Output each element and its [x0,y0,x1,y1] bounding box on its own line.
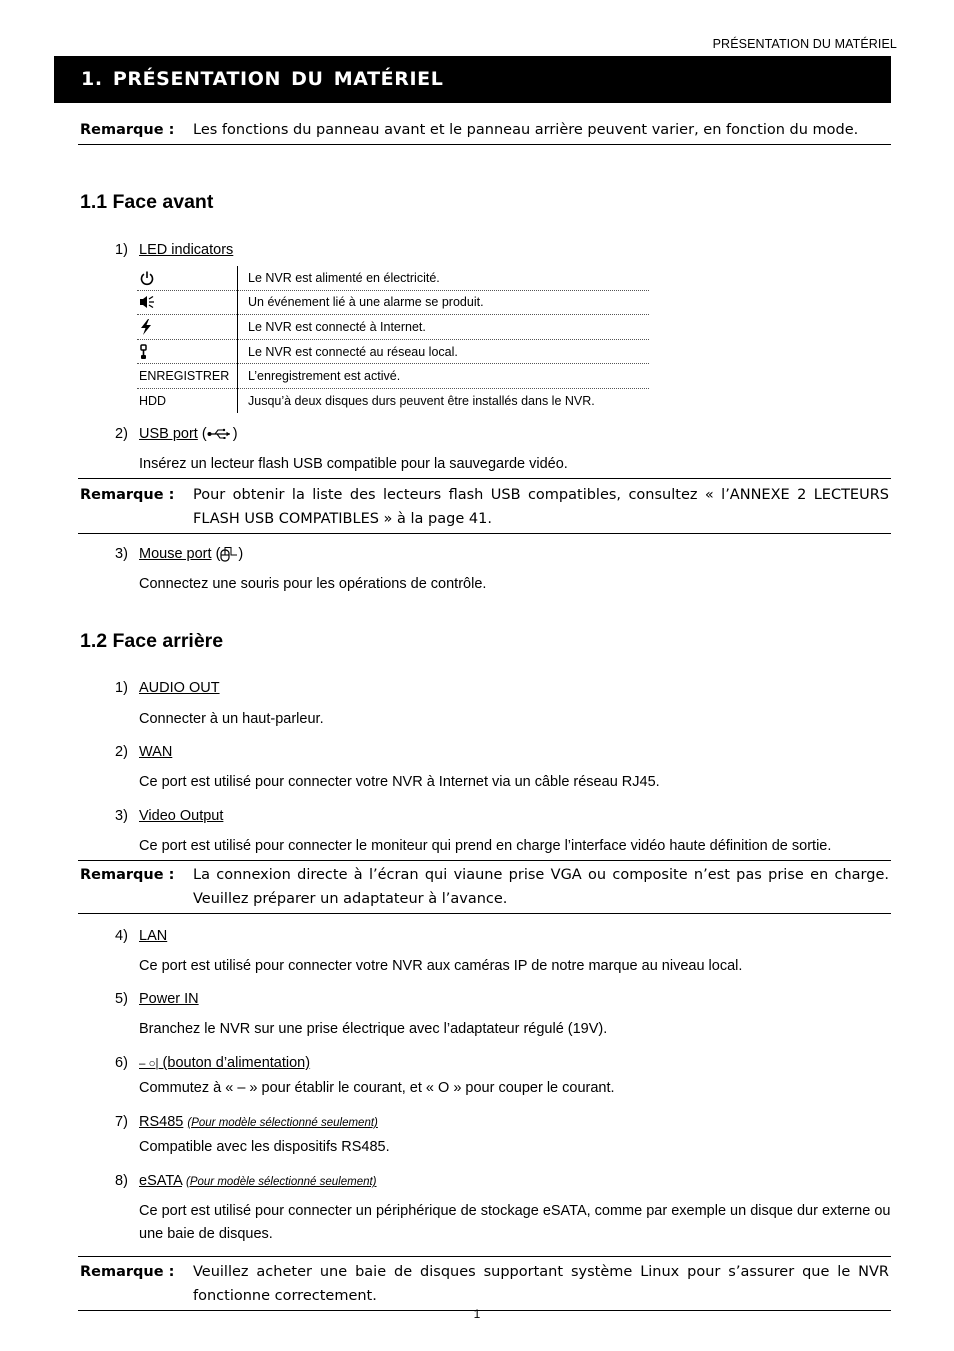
item-heading-power-in [139,991,199,1007]
item-heading-esata [139,1173,377,1189]
chapter-title-bar: 1. PRÉSENTATION DU MATÉRIEL [54,56,891,103]
item-number: 2) [115,426,128,442]
item-label: RS485 [139,1114,184,1130]
power-switch-icon: – ○| [139,1058,159,1070]
item-number: 6) [115,1055,128,1071]
power-icon [139,270,235,286]
led-description: Le NVR est alimenté en électricité. [238,266,650,290]
paren-close: ) [232,426,238,442]
item-heading-audio-out [139,680,220,696]
item-body-power-in: Branchez le NVR sur une prise électrique avec l’adaptateur régulé (19V). [139,1021,608,1037]
item-heading-video-output [139,808,223,824]
item-label: Mouse port [139,546,212,562]
item-body-wan: Ce port est utilisé pour connecter votre NVR à Internet via un câble réseau RJ45. [139,774,660,790]
item-body-rs485: Compatible avec les dispositifs RS485. [139,1139,390,1155]
model-note: (Pour modèle sélectionné seulement) [186,1176,377,1188]
note-label: Remarque : [80,1264,175,1280]
item-number: 1) [115,242,128,258]
item-label: USB port [139,426,198,442]
section-title-rear: 1.2 Face arrière [80,630,224,652]
usb-icon [207,428,233,440]
item-label: eSATA [139,1173,182,1189]
item-number: 3) [115,546,128,562]
led-indicator-table [137,266,649,413]
item-heading-led [139,242,233,258]
note-label: Remarque : [80,867,175,883]
item-label: WAN [139,744,173,760]
item-label: LAN [139,928,168,944]
note-vga [78,860,891,914]
table-row [137,339,649,364]
mouse-icon [220,547,238,562]
item-heading-usb [139,426,238,442]
item-body-video-output: Ce port est utilisé pour connecter le moniteur qui prend en charge l’interface vidéo haute définition de sortie. [139,838,832,854]
paren-close: ) [238,546,244,562]
item-label: AUDIO OUT [139,680,220,696]
lan-link-icon [139,344,235,360]
item-body-power-switch: Commutez à « – » pour établir le courant, et « O » pour couper le courant. [139,1080,615,1096]
note-text: Pour obtenir la liste des lecteurs flash USB compatibles, consultez « l’ANNEXE 2 LECTEURS FLASH USB COMPATIBLES » à la page 41. [193,487,889,527]
item-label: LED indicators [139,242,234,258]
led-label: HDD [137,388,238,412]
item-number: 4) [115,928,128,944]
note-label: Remarque : [80,122,175,138]
item-number: 8) [115,1173,128,1189]
item-body-esata: Ce port est utilisé pour connecter un périphérique de stockage eSATA, comme par exemple un disque dur externe ou une baie de disques. [139,1203,891,1242]
item-heading-wan [139,744,172,760]
note-label: Remarque : [80,487,175,503]
note-usb-list [78,478,891,534]
led-icon-cell [137,339,238,364]
item-body-usb: Insérez un lecteur flash USB compatible pour la sauvegarde vidéo. [139,456,568,472]
led-description: Un événement lié à une alarme se produit. [238,290,650,315]
paren-open: ( [197,426,207,442]
item-number: 1) [115,680,128,696]
table-row [137,290,649,315]
alarm-speaker-icon [139,295,235,309]
note-linux-raid [78,1256,891,1311]
note-text: Veuillez acheter une baie de disques supportant système Linux pour s’assurer que le NVR fonctionne correctement. [193,1264,889,1304]
led-icon-cell [137,315,238,340]
item-label: Power IN [139,991,199,1007]
led-icon-cell [137,290,238,315]
item-number: 7) [115,1114,128,1130]
item-heading-rs485 [139,1114,378,1130]
paren-open: ( [211,546,221,562]
table-row [137,266,649,290]
section-title-front: 1.1 Face avant [80,191,214,213]
item-label: (bouton d’alimentation) [158,1055,311,1071]
led-description: Le NVR est connecté à Internet. [238,315,650,340]
table-row [137,364,649,389]
item-body-mouse: Connectez une souris pour les opérations de contrôle. [139,576,487,592]
item-number: 3) [115,808,128,824]
page-number: 1 [473,1307,481,1321]
model-note: (Pour modèle sélectionné seulement) [187,1117,378,1129]
led-description: Le NVR est connecté au réseau local. [238,339,650,364]
item-body-audio-out: Connecter à un haut-parleur. [139,711,324,727]
table-row [137,315,649,340]
led-description: Jusqu’à deux disques durs peuvent être installés dans le NVR. [248,393,595,408]
note-text: Les fonctions du panneau avant et le panneau arrière peuvent varier, en fonction du mode. [193,122,859,138]
item-number: 2) [115,744,128,760]
item-heading-mouse [139,546,243,562]
table-row [137,388,649,412]
item-heading-power-switch [139,1055,310,1071]
item-heading-lan [139,928,167,944]
lightning-icon [139,319,235,335]
item-number: 5) [115,991,128,1007]
led-label: ENREGISTRER [137,364,238,389]
running-header: PRÉSENTATION DU MATÉRIEL [712,37,897,51]
led-icon-cell [137,266,238,290]
note-text: La connexion directe à l’écran qui viaune prise VGA ou composite n’est pas prise en charge. Veuillez préparer un adaptateur à l’avance. [193,867,889,907]
item-label: Video Output [139,808,224,824]
led-description: L’enregistrement est activé. [238,364,650,389]
item-body-lan: Ce port est utilisé pour connecter votre NVR aux caméras IP de notre marque au niveau local. [139,958,743,974]
note-mode [78,118,891,145]
